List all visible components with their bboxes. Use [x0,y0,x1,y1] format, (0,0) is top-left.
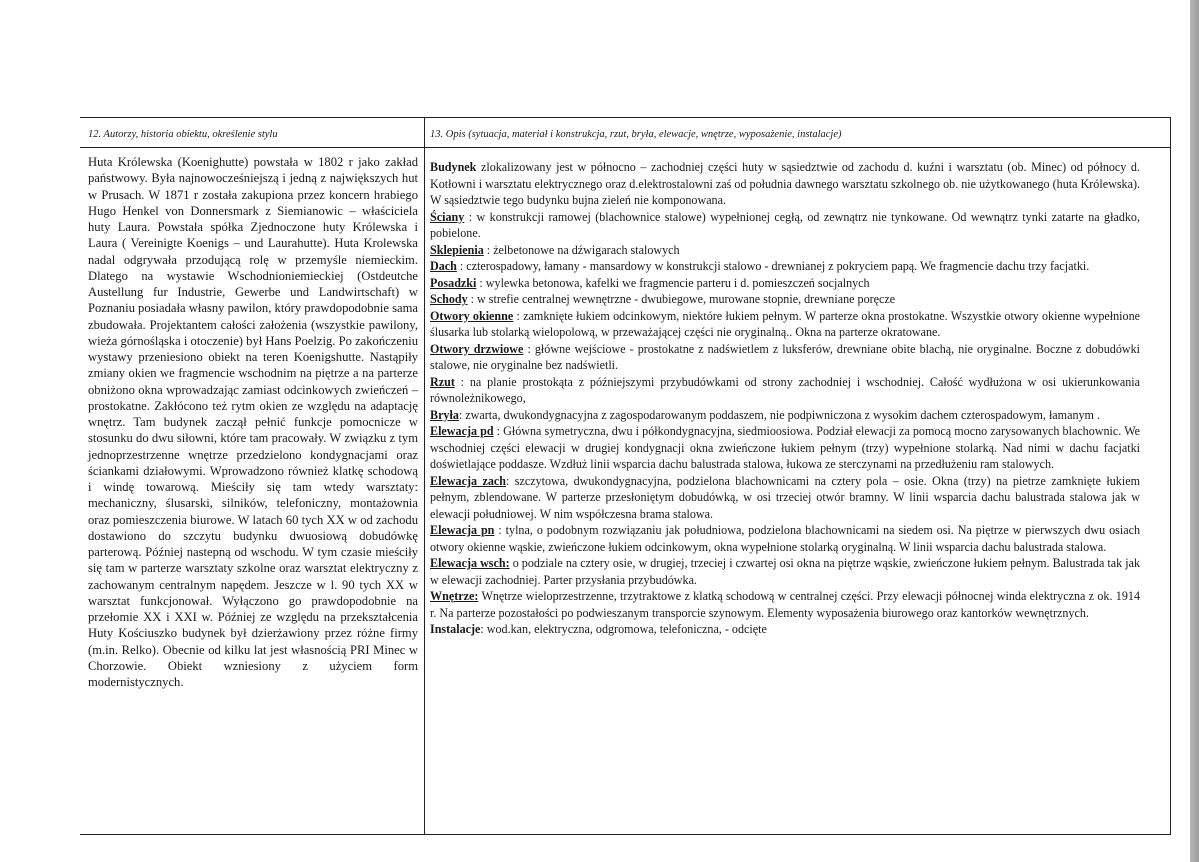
desc-label: Instalacje [430,622,481,636]
desc-elewacja-wsch [430,555,1140,588]
desc-text: o podziale na cztery osie, w drugiej, trzeciej i czwartej osi okna na piętrze wąskie, zwieńczone łukiem pełnym. Balustrada tak jak w elewacji zachodniej. Parter przysłania przybudówka. [430,556,1140,587]
desc-text: : główne wejściowe - prostokatne z nadświetlem z luksferów, drewniane obite blachą, nie oryginalne. Boczne z dobudówki stalowe, nie oryginalne bez nadświetli. [430,341,1141,372]
desc-text: : wod.kan, elektryczna, odgromowa, telefoniczna, - odcięte [480,622,767,636]
top-border-line [80,117,1170,118]
desc-sciany [430,209,1140,242]
section-13-header: 13. Opis (sytuacja, materiał i konstrukcja, rzut, bryła, elewacje, wnętrze, wyposażenie, instalacje) [430,129,842,140]
desc-budynek [430,159,1140,209]
header-divider-line [80,147,1170,148]
desc-label: Schody [430,292,468,306]
desc-label: Sklepienia [430,242,484,257]
desc-label: Elewacja pn [430,523,495,537]
desc-sklepienia [430,242,1140,259]
desc-label: Elewacja zach [430,473,506,488]
desc-wnetrze [430,588,1140,621]
desc-text: : żelbetonowe na dźwigarach stalowych [483,242,680,257]
desc-text: : na planie prostokąta z późniejszymi przybudówkami od strony zachodniej i wschodniej. Całość wydłużona w osi ukierunkowania równoleżnikowego, [430,374,1140,405]
desc-label: Posadzki [430,275,477,290]
desc-rzut [430,374,1140,407]
desc-otwory-okienne [430,308,1140,341]
desc-elewacja-pn [430,522,1140,555]
desc-text: : zamknięte łukiem odcinkowym, niektóre łukiem pełnym. W parterze okna prostokatne. Wszystkie otwory okienne wypełnione ślusarka lub stolarką wielopolową, w przeważającej części nie oryginalną.. Okna na parterze okratowane. [430,308,1140,339]
desc-label: Elewacja wsch: [430,556,510,570]
history-text: Huta Królewska (Koenighutte) powstała w 1802 r jako zakład państwowy. Była najnowocześniejszą i jedną z największych hut w Prusach. W 1871 r została zakupiona przez koncern hrabiego Hugo Henkel von Donnersmark z Siemianowic – właściciela huty Laura. Powstała spółka Zjednoczone huty Królewska i Laura ( Vereinigte Koenigs – und Laurahutte). Huta Krolewska nadal odgrywała przodującą rolę w przemyśle niemieckim. Dlatego na wystawie Wschodnioniemieckiej (Ostdeutche Austellung fur Industrie, Gewerbe und Landwirtschaft) w Poznaniu posiadała własny pawilon, który prawdopodobnie sama zbudowała. Projektantem całości założenia (wszystkie pawilony, wieża górnośląska i otoczenie) był Hans Poelzig. Po zakończeniu wystawy przeniesiono obiekt na teren Koenigshutte. Nastąpiły zmiany okien we fragmencie wschodnim na piętrze a na parterze obniżono okna wprowadzając zamiast odcinkowych zwieńczeń – prostokatne. Zakłócono też rytm okien ze względu na adaptację wnętrz. Tam budynek zaczął pełnić funkcje pomocnicze w stosunku do dwu siłowni, które tam pracowały. W związku z tym jednoprzestrzenne wnętrze przedzielono kondygnacjami oraz ściankami działowymi. Wprowadzono również klatkę schodową i windę towarową. Mieściły się tam wtedy warsztaty: mechaniczny, ślusarski, silników, telefoniczny, montażownia oraz pomieszczenia biurowe. W latach 60 tych XX w od zachodu dostawiono do szczytu budynku dwuosiową dobudówkę parterową. Później nastepną od wschodu. W tym czasie mieściły się tam w parterze warsztaty szkolne oraz warsztat elektryczny z zachowanym centralnym napędem. Jeszcze w l. 90 tych XX w warsztat funkcjonował. Wyłączono go prawdopodobnie na przełomie XX i XXI w. Później ze względu na przekształcenia Huty Kościuszko budynek był dzierżawiony przez różne firmy (m.in. Relko). Obecnie od kilku lat jest własnością PRI Minec w Chorzowie. Obiekt wzniesiony z użyciem form modernistycznych. [88,155,418,689]
desc-dach [430,258,1140,275]
desc-label: Dach [430,259,457,273]
desc-label: Bryła [430,407,459,422]
desc-text: : wylewka betonowa, kafelki we fragmencie parteru i d. pomieszczeń socjalnych [476,275,870,290]
desc-text: : szczytowa, dwukondygnacyjna, podzielona blachownicami na cztery pola – osie. Okna (trzy) na pietrze zamknięte łukiem pełnym, zblendowane. W parterze przesłoniętym dobudówką, w osi trzeciej otwór bramny. W linii wsparcia dachu balustrada stalowa jak w elewacji południowej. W nim współczesna brama stalowa. [430,473,1140,521]
column-divider-line [424,117,425,835]
desc-schody [430,291,1140,308]
desc-label: Rzut [430,374,455,389]
description-column [430,159,1140,638]
desc-text: : Główna symetryczna, dwu i półkondygnacyjna, siedmioosiowa. Podział elewacji za pomocą mocno zarysowanych blachownic. We wschodniej części elewacji w drugiej kondygnacji okna zwieńczone łukiem pełnym (trzy) wypełnione stolarką. Nad nimi w dachu facjatki doświetlające poddasze. Wzdłuż linii wsparcia dachu balustrada stalowa, łukowa ze sterczynami na przedłużeniu ram stalowych. [430,424,1141,471]
desc-label: Ściany [430,209,465,224]
desc-text: : czterospadowy, łamany - mansardowy w konstrukcji stalowo - drewnianej z pokryciem papą. We fragmencie dachu trzy facjatki. [456,259,1090,273]
desc-elewacja-pd [430,423,1140,473]
desc-otwory-drzwiowe [430,341,1140,374]
section-12-header: 12. Autorzy, historia obiektu, określenie stylu [88,129,278,140]
desc-text: : w strefie centralnej wewnętrzne - dwubiegowe, murowane stopnie, drewniane poręcze [467,292,896,306]
desc-instalacje [430,621,1140,638]
desc-text: : w konstrukcji ramowej (blachownice stalowe) wypełnionej cegłą, od zewnątrz nie tynkowane. Od wewnątrz tynki zatarte na gładko, pobielone. [430,209,1140,240]
bottom-border-line [80,834,1170,835]
scan-edge [1184,0,1199,862]
desc-text: : tylna, o podobnym rozwiązaniu jak południowa, podzielona blachownicami na siedem osi. Na piętrze w pierwszych dwu osiach otwory okienne wąskie, zwieńczone łukiem odcinkowym, okna wypełnione stolarką oryginalną. W linii wsparcia dachu balustrada stalowa. [430,523,1140,554]
desc-text: Wnętrze wieloprzestrzenne, trzytraktowe z klatką schodową w centralnej części. Przy elewacji północnej winda elektryczna z ok. 1914 r. Na parterze pozostałości po podwieszanym transporcie szynowym. Elementy wyposażenia biurowego oraz kantorków wewnętrznych. [430,589,1140,620]
desc-label: Elewacja pd [430,424,494,438]
desc-text: : zwarta, dwukondygnacyjna z zagospodarowanym poddaszem, nie podpiwniczona z wysokim dachem czterospadowym, łamanym . [458,407,1101,422]
desc-label: Wnętrze: [430,589,479,603]
right-border-line [1170,117,1171,835]
desc-posadzki [430,275,1140,292]
desc-label: Otwory drzwiowe [430,341,524,356]
desc-label: Otwory okienne [430,308,514,323]
desc-text: zlokalizowany jest w północno – zachodniej części huty w sąsiedztwie od zachodu d. kuźni i warsztatu (ob. Minec) od północy d. Kotłowni i warsztatu elektrycznego oraz d.elektrostalowni zaś od południa dawnego warsztatu szkolnego ob. nie użytkowanego (huta Królewska). W sąsiedztwie tego budynku bujna zieleń nie komponowana. [430,160,1140,207]
desc-elewacja-zach [430,473,1140,523]
desc-bryla [430,407,1140,424]
desc-label: Budynek [430,160,477,174]
